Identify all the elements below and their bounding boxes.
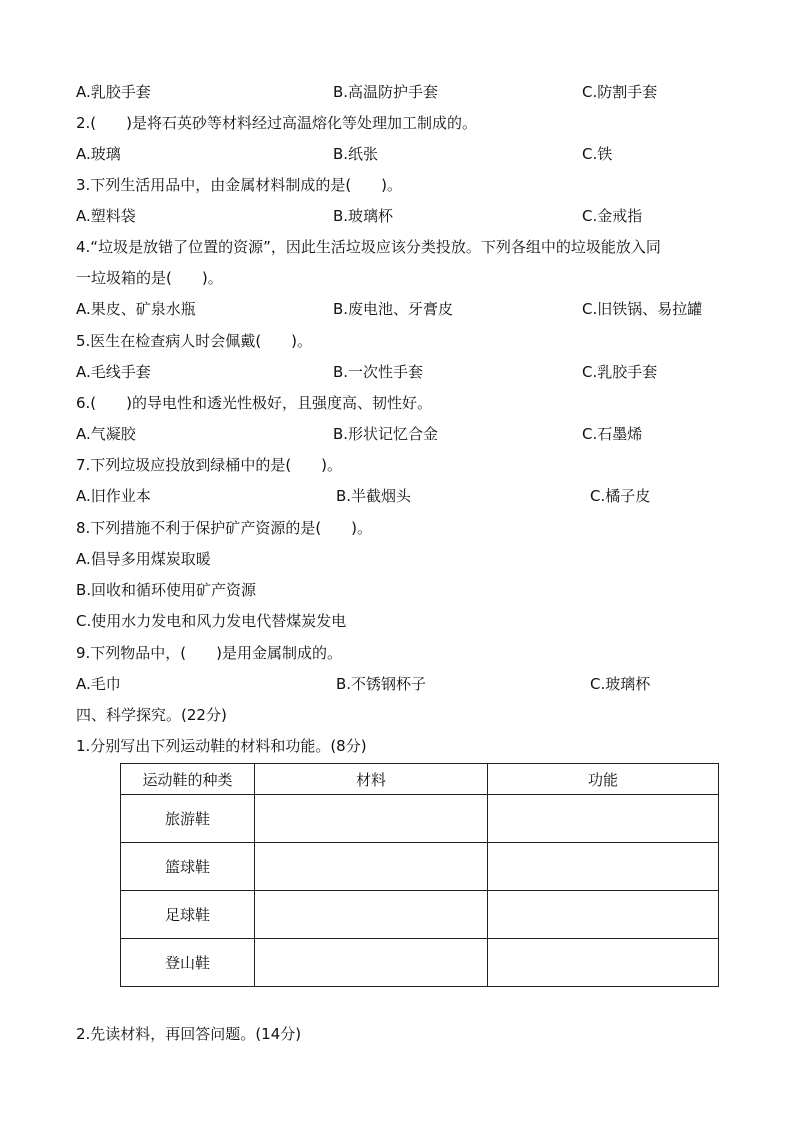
- table-row-label: 足球鞋: [121, 891, 255, 939]
- table-header-shoe-type: 运动鞋的种类: [121, 764, 255, 795]
- answer-cell-function[interactable]: [488, 939, 719, 987]
- table-header-function: 功能: [488, 764, 719, 795]
- q2-option-c: C.铁: [582, 145, 613, 163]
- q4-option-b: B.废电池、牙膏皮: [333, 300, 454, 318]
- table-row-label: 篮球鞋: [121, 843, 255, 891]
- q7-option-a: A.旧作业本: [76, 487, 151, 505]
- answer-cell-function[interactable]: [488, 795, 719, 843]
- q7-stem: 7.下列垃圾应投放到绿桶中的是( )。: [76, 456, 343, 474]
- q3-option-b: B.玻璃杯: [333, 207, 394, 225]
- table-row: [121, 843, 719, 891]
- q8-stem: 8.下列措施不利于保护矿产资源的是( )。: [76, 519, 373, 537]
- q5-stem: 5.医生在检查病人时会佩戴( )。: [76, 332, 313, 350]
- answer-cell-material[interactable]: [255, 939, 488, 987]
- q6-option-c: C.石墨烯: [582, 425, 643, 443]
- q1-option-a: A.乳胶手套: [76, 83, 151, 101]
- table-row-label: 登山鞋: [121, 939, 255, 987]
- answer-cell-material[interactable]: [255, 843, 488, 891]
- q9-stem: 9.下列物品中，( )是用金属制成的。: [76, 644, 343, 662]
- q4-option-c: C.旧铁锅、易拉罐: [582, 300, 703, 318]
- table-row: [121, 891, 719, 939]
- q7-option-b: B.半截烟头: [336, 487, 412, 505]
- q7-option-c: C.橘子皮: [590, 487, 651, 505]
- q2-option-b: B.纸张: [333, 145, 379, 163]
- table-row: [121, 939, 719, 987]
- answer-cell-function[interactable]: [488, 891, 719, 939]
- answer-cell-function[interactable]: [488, 843, 719, 891]
- section4-q2-stem: 2.先读材料，再回答问题。(14分): [76, 1025, 302, 1043]
- q6-stem: 6.( )的导电性和透光性极好，且强度高、韧性好。: [76, 394, 433, 412]
- q4-stem-line1: 4.“垃圾是放错了位置的资源”，因此生活垃圾应该分类投放。下列各组中的垃圾能放入同: [76, 238, 661, 256]
- q2-option-a: A.玻璃: [76, 145, 121, 163]
- shoe-materials-table: [120, 763, 719, 987]
- q5-option-a: A.毛线手套: [76, 363, 151, 381]
- q3-option-c: C.金戒指: [582, 207, 643, 225]
- q8-option-b: B.回收和循环使用矿产资源: [76, 581, 257, 599]
- q8-option-a: A.倡导多用煤炭取暖: [76, 550, 211, 568]
- q5-option-b: B.一次性手套: [333, 363, 424, 381]
- table-row-label: 旅游鞋: [121, 795, 255, 843]
- q1-option-b: B.高温防护手套: [333, 83, 439, 101]
- q6-option-a: A.气凝胶: [76, 425, 136, 443]
- q6-option-b: B.形状记忆合金: [333, 425, 439, 443]
- table-header-row: [121, 764, 719, 795]
- q2-stem: 2.( )是将石英砂等材料经过高温熔化等处理加工制成的。: [76, 114, 478, 132]
- q4-option-a: A.果皮、矿泉水瓶: [76, 300, 196, 318]
- q3-option-a: A.塑料袋: [76, 207, 136, 225]
- q1-option-c: C.防割手套: [582, 83, 658, 101]
- section4-heading: 四、科学探究。(22分): [76, 706, 227, 724]
- table-header-material: 材料: [255, 764, 488, 795]
- q3-stem: 3.下列生活用品中，由金属材料制成的是( )。: [76, 176, 403, 194]
- q9-option-c: C.玻璃杯: [590, 675, 651, 693]
- answer-cell-material[interactable]: [255, 891, 488, 939]
- q5-option-c: C.乳胶手套: [582, 363, 658, 381]
- table-row: [121, 795, 719, 843]
- q9-option-b: B.不锈钢杯子: [336, 675, 427, 693]
- q9-option-a: A.毛巾: [76, 675, 121, 693]
- q8-option-c: C.使用水力发电和风力发电代替煤炭发电: [76, 612, 347, 630]
- answer-cell-material[interactable]: [255, 795, 488, 843]
- q4-stem-line2: 一垃圾箱的是( )。: [76, 269, 223, 287]
- section4-q1-stem: 1.分别写出下列运动鞋的材料和功能。(8分): [76, 737, 367, 755]
